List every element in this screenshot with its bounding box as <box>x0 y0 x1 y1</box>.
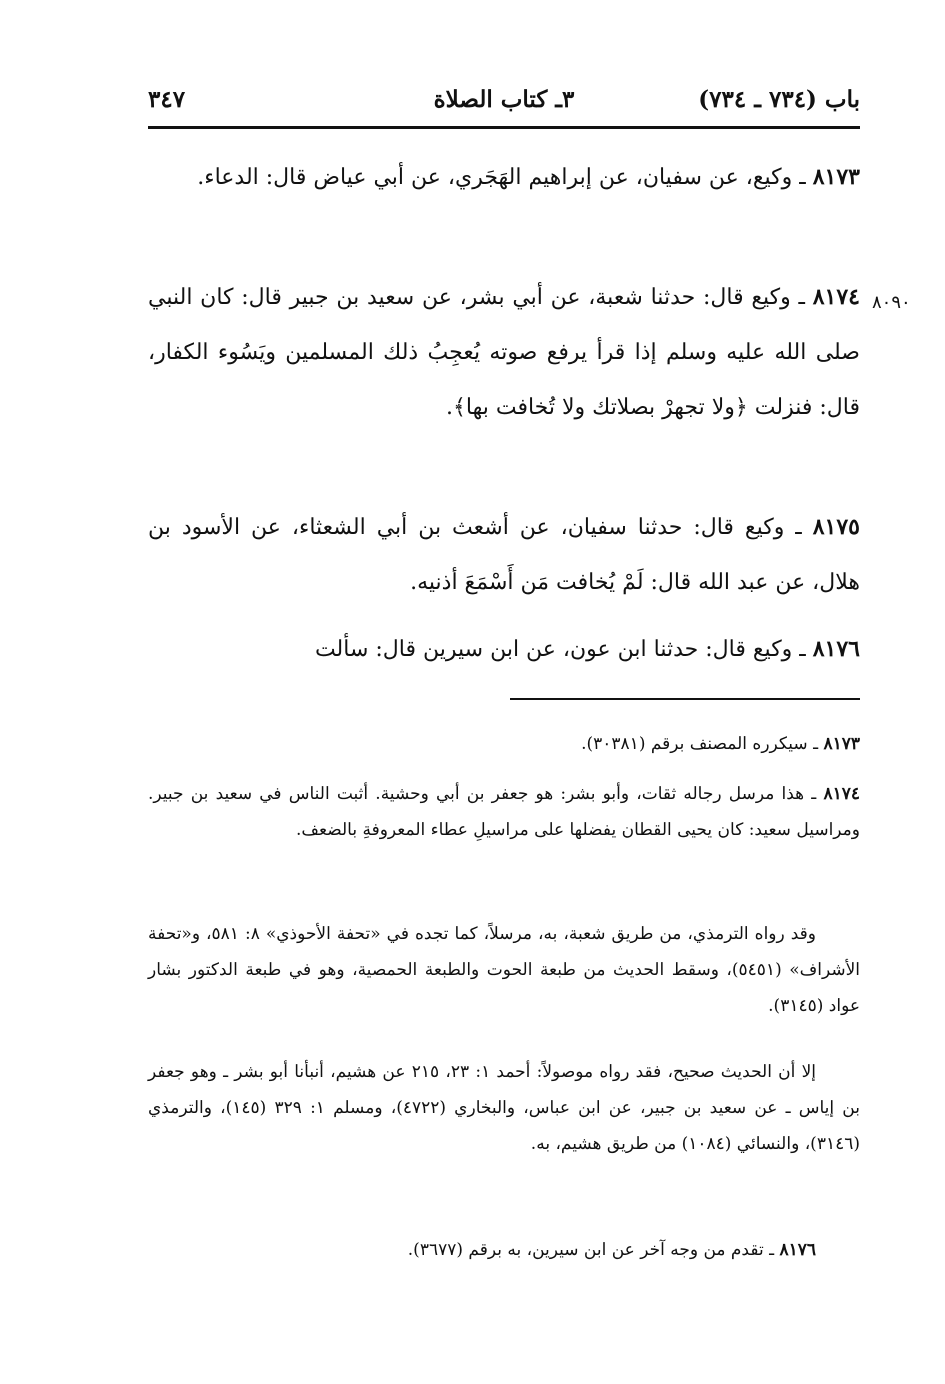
footnote-text: وقد رواه الترمذي، من طريق شعبة، به، مرسلاً، كما تجده في «تحفة الأحوذي» ٨: ٥٨١، و«تحفة الأشراف» (٥٤٥١)، وسقط الحديث من طبعة الحوت والطبعة الحمصية، وهو في طبعة الدكتور بشار عواد (٣١٤٥). <box>148 924 860 1016</box>
hadith-paragraph <box>148 500 860 610</box>
margin-number: ٨٠٩٠ <box>872 292 911 313</box>
footnote-text: إلا أن الحديث صحيح، فقد رواه موصولاً: أحمد ١: ٢٣، ٢١٥ عن هشيم، أنبأنا أبو بشر ـ وهو جعفر بن إياس ـ عن سعيد بن جبير، عن ابن عباس، والبخاري (٤٧٢٢)، ومسلم ١: ٣٢٩ (١٤٥)، والترمذي (٣١٤٦)، والنسائي (١٠٨٤) من طريق هشيم، به. <box>148 1062 860 1154</box>
hadith-text: ـ وكيع قال: حدثنا شعبة، عن أبي بشر، عن سعيد بن جبير قال: كان النبي صلى الله عليه وسلم إذا قرأ يرفع صوته يُعجِبُ ذلك المسلمين ويَسُوء الكفار، قال: فنزلت ﴿ولا تجهرْ بصلاتك ولا تُخافت بها﴾. <box>148 285 860 420</box>
footnote <box>148 776 860 848</box>
page-number: ٣٤٧ <box>148 86 186 113</box>
footnote <box>148 1232 860 1268</box>
footnote-text: ـ سيكرره المصنف برقم (٣٠٣٨١). <box>581 734 819 754</box>
page-header <box>148 80 860 120</box>
hadith-number: ٨١٧٤ <box>812 284 860 310</box>
hadith-paragraph <box>148 270 860 435</box>
footnote-text: ـ تقدم من وجه آخر عن ابن سيرين، به برقم (٣٦٧٧). <box>407 1240 775 1260</box>
footnote-rule <box>510 698 860 700</box>
footnote-number: ٨١٧٣ <box>823 734 860 754</box>
hadith-text: ـ وكيع قال: حدثنا سفيان، عن أشعث بن أبي الشعثاء، عن الأسود بن هلال، عن عبد الله قال: لَمْ يُخافت مَن أَسْمَعَ أذنيه. <box>148 515 860 595</box>
hadith-text: ـ وكيع، عن سفيان، عن إبراهيم الهَجَري، عن أبي عياض قال: الدعاء. <box>197 165 806 190</box>
footnote <box>148 726 860 762</box>
hadith-text: ـ وكيع قال: حدثنا ابن عون، عن ابن سيرين قال: سألت <box>314 637 806 662</box>
hadith-paragraph <box>148 622 860 677</box>
book-title: ٣ـ كتاب الصلاة <box>433 86 575 113</box>
hadith-number: ٨١٧٦ <box>812 636 860 662</box>
chapter-range: باب (٧٣٤ ـ ٧٣٤) <box>698 86 860 113</box>
footnote-number: ٨١٧٤ <box>823 784 861 804</box>
header-rule <box>148 126 860 129</box>
hadith-number: ٨١٧٣ <box>812 164 860 190</box>
hadith-number: ٨١٧٥ <box>812 514 860 540</box>
footnote-continuation <box>148 916 860 1024</box>
footnote-continuation <box>148 1054 860 1162</box>
footnote-number: ٨١٧٦ <box>779 1240 816 1260</box>
hadith-paragraph <box>148 150 860 205</box>
footnote-text: ـ هذا مرسل رجاله ثقات، وأبو بشر: هو جعفر بن أبي وحشية. أثبت الناس في سعيد بن جبير. ومراسيل سعيد: كان يحيى القطان يفضلها على مراسيلِ عطاء المعروفةِ بالضعف. <box>148 784 860 840</box>
